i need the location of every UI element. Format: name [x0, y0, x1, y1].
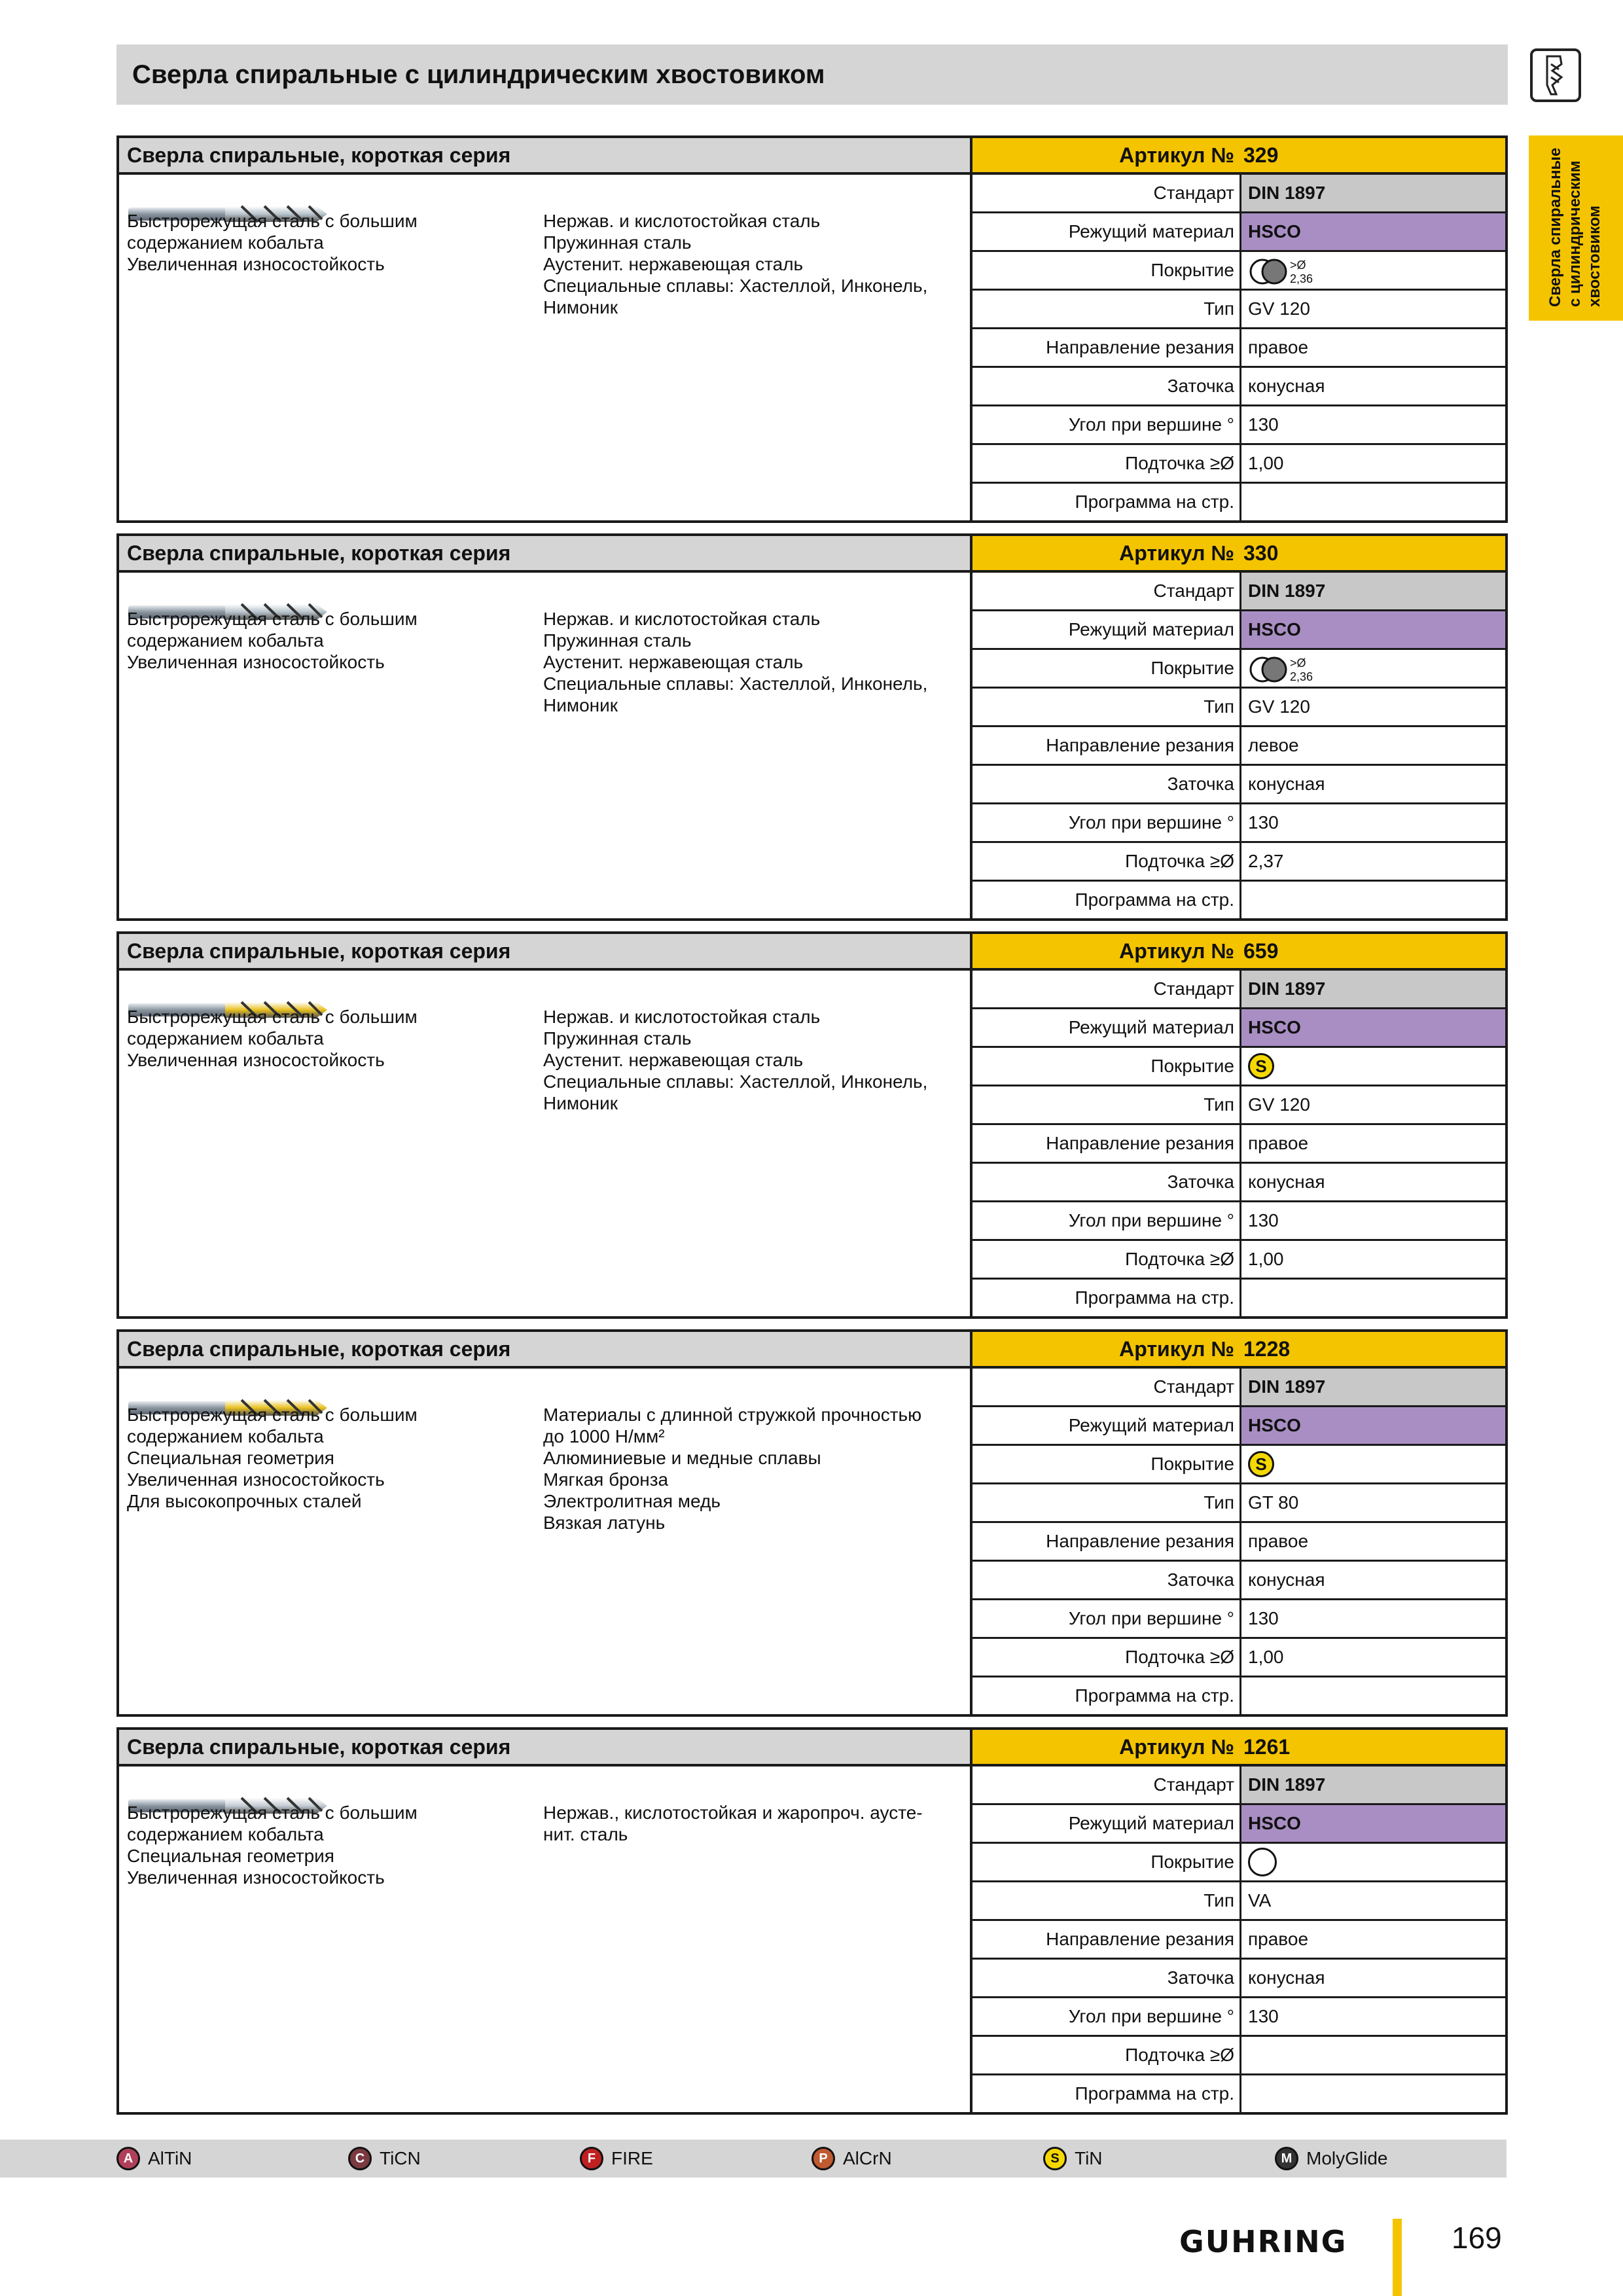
side-tab[interactable] [1529, 135, 1623, 321]
spec-value: правое [1248, 1531, 1309, 1551]
spec-value: HSCO [1248, 1017, 1301, 1037]
spec-value: DIN 1897 [1248, 581, 1326, 601]
spec-table [972, 175, 1505, 522]
spec-label: Тип [1204, 298, 1234, 319]
spec-row [972, 650, 1505, 689]
spec-value-cell [1241, 804, 1505, 841]
spec-label: Направление резания [1046, 1531, 1234, 1551]
spec-label: Стандарт [1153, 1774, 1234, 1795]
spec-table [972, 1767, 1505, 2114]
spec-value-cell [1241, 2037, 1505, 2073]
spec-value-cell [1241, 1882, 1505, 1919]
spec-value: HSCO [1248, 1415, 1301, 1435]
series-header [119, 1730, 970, 1767]
spec-row [972, 1280, 1505, 1318]
spec-row [972, 971, 1505, 1009]
spec-row [972, 1844, 1505, 1882]
spec-row [972, 1164, 1505, 1202]
article-header [972, 536, 1505, 573]
spec-table [972, 573, 1505, 920]
spec-row [972, 1767, 1505, 1805]
coating-ticn-icon: C [348, 2147, 372, 2170]
spec-value: DIN 1897 [1248, 978, 1326, 999]
spec-label: Стандарт [1153, 1376, 1234, 1397]
spec-row [972, 1882, 1505, 1921]
spec-value-cell [1241, 213, 1505, 250]
spec-label: Заточка [1167, 774, 1234, 794]
spec-label: Программа на стр. [1075, 492, 1234, 512]
spec-value-cell [1241, 1202, 1505, 1239]
spec-label: Угол при вершине ° [1068, 812, 1234, 833]
legend-label: TiN [1075, 2148, 1103, 2168]
spec-row [972, 1998, 1505, 2037]
spec-value: HSCO [1248, 619, 1301, 639]
spec-value: DIN 1897 [1248, 183, 1326, 203]
spec-value-cell [1241, 1921, 1505, 1958]
spec-value: 1,00 [1248, 453, 1284, 473]
legend-label: AlCrN [843, 2148, 892, 2168]
article-header [972, 138, 1505, 175]
spec-label: Режущий материал [1068, 1415, 1234, 1435]
materials-text: Нержав. и кислотостойкая сталь Пружинная сталь Аустенит. нержавеющая сталь Специальные сплавы: Хастеллой, Инконель, Нимоник [543, 1007, 928, 1113]
spec-label: Заточка [1167, 1172, 1234, 1192]
spec-row [972, 1960, 1505, 1998]
spec-value-cell [1241, 1960, 1505, 1996]
tin-coating-icon: S [1248, 1053, 1274, 1079]
spec-label: Стандарт [1153, 581, 1234, 601]
product-block [116, 1727, 1508, 2115]
spec-label: Режущий материал [1068, 1813, 1234, 1833]
spec-row [972, 2075, 1505, 2114]
spec-row [972, 1562, 1505, 1600]
spec-value: GV 120 [1248, 696, 1310, 717]
product-block [116, 1329, 1508, 1717]
spec-row [972, 1241, 1505, 1280]
features-text: Быстрорежущая сталь с большим содержанием кобальта Увеличенная износостойкость [127, 211, 418, 274]
spec-label: Программа на стр. [1075, 1685, 1234, 1706]
legend-label: FIRE [611, 2148, 653, 2168]
spec-value-cell [1241, 445, 1505, 482]
coating-fire-icon: F [580, 2147, 603, 2170]
spec-value-cell [1241, 573, 1505, 609]
legend-label: TiCN [380, 2148, 421, 2168]
article-label: Артикул № [1119, 541, 1234, 565]
spec-label: Направление резания [1046, 1929, 1234, 1949]
spec-value: 2,37 [1248, 851, 1284, 871]
spec-row [972, 611, 1505, 650]
coating-note-top: >Ø [1290, 656, 1306, 670]
spec-row [972, 291, 1505, 329]
spec-value-cell [1241, 1446, 1505, 1482]
spec-value-cell [1241, 611, 1505, 648]
materials-text: Материалы с длинной стружкой прочностью до 1000 Н/мм² Алюминиевые и медные сплавы Мягкая бронза Электролитная медь Вязкая латунь [543, 1405, 922, 1533]
coating-legend [0, 2140, 1507, 2178]
spec-label: Тип [1204, 1492, 1234, 1513]
spec-label: Подточка ≥Ø [1125, 2045, 1234, 2065]
series-title: Сверла спиральные, короткая серия [127, 1735, 511, 1759]
brand-divider [1393, 2219, 1402, 2296]
spec-value-cell [1241, 1523, 1505, 1560]
spec-label: Заточка [1167, 1570, 1234, 1590]
side-tab-label [1546, 143, 1605, 307]
brand-logo: GUHRING [1179, 2224, 1347, 2259]
spec-label: Программа на стр. [1075, 1287, 1234, 1308]
spec-label: Покрытие [1150, 658, 1234, 678]
spec-value-cell [1241, 1677, 1505, 1714]
spec-value: DIN 1897 [1248, 1774, 1326, 1795]
spec-row [972, 1523, 1505, 1562]
spec-table [972, 971, 1505, 1318]
spec-value-cell [1241, 1407, 1505, 1444]
spec-value: 1,00 [1248, 1647, 1284, 1667]
spec-row [972, 689, 1505, 727]
spec-value-cell [1241, 650, 1505, 687]
spec-value-cell [1241, 689, 1505, 725]
spec-row [972, 1639, 1505, 1677]
spec-value: HSCO [1248, 1813, 1301, 1833]
spec-value-cell [1241, 406, 1505, 443]
spec-label: Подточка ≥Ø [1125, 851, 1234, 871]
spec-row [972, 843, 1505, 882]
coating-note-bottom: 2,36 [1290, 670, 1313, 683]
series-title: Сверла спиральные, короткая серия [127, 1337, 511, 1361]
product-block [116, 931, 1508, 1319]
spec-value-cell [1241, 2075, 1505, 2112]
materials-text: Нержав., кислотостойкая и жаропроч. аусте- нит. сталь [543, 1803, 923, 1844]
spec-row [972, 484, 1505, 522]
spec-value-cell [1241, 1280, 1505, 1316]
article-header [972, 1730, 1505, 1767]
article-number[interactable]: 1261 [1243, 1735, 1291, 1759]
spec-label: Подточка ≥Ø [1125, 453, 1234, 473]
spec-value: VA [1248, 1890, 1272, 1910]
spec-label: Режущий материал [1068, 221, 1234, 242]
spec-row [972, 1921, 1505, 1960]
spec-value-cell [1241, 1600, 1505, 1637]
spec-value-cell [1241, 1998, 1505, 2035]
spec-value: GT 80 [1248, 1492, 1299, 1513]
product-block [116, 135, 1508, 523]
spec-value: 1,00 [1248, 1249, 1284, 1269]
article-number[interactable]: 330 [1243, 541, 1279, 565]
spec-row [972, 1369, 1505, 1407]
spec-label: Направление резания [1046, 735, 1234, 755]
article-number[interactable]: 329 [1243, 143, 1279, 167]
spec-value-cell [1241, 291, 1505, 327]
spec-label: Заточка [1167, 376, 1234, 396]
spec-value-cell [1241, 766, 1505, 802]
spec-value: 130 [1248, 812, 1279, 833]
page-number: 169 [1452, 2221, 1502, 2255]
spec-label: Стандарт [1153, 978, 1234, 999]
spec-label: Режущий материал [1068, 619, 1234, 639]
spec-value-cell [1241, 882, 1505, 918]
spec-row [972, 1202, 1505, 1241]
spec-value: левое [1248, 735, 1299, 755]
spec-row [972, 252, 1505, 291]
spec-row [972, 1677, 1505, 1716]
spec-label: Покрытие [1150, 260, 1234, 280]
spec-value: GV 120 [1248, 1094, 1310, 1115]
spec-value-cell [1241, 1562, 1505, 1598]
spec-label: Угол при вершине ° [1068, 2006, 1234, 2026]
coating-note-top: >Ø [1290, 258, 1306, 272]
spec-value-cell [1241, 1086, 1505, 1123]
spec-label: Программа на стр. [1075, 2083, 1234, 2104]
series-header [119, 934, 970, 971]
spec-label: Тип [1204, 696, 1234, 717]
spec-value: GV 120 [1248, 298, 1310, 319]
spec-value: 130 [1248, 414, 1279, 435]
spec-value: 130 [1248, 1608, 1279, 1628]
article-number[interactable]: 659 [1243, 939, 1279, 963]
materials-text: Нержав. и кислотостойкая сталь Пружинная сталь Аустенит. нержавеющая сталь Специальные сплавы: Хастеллой, Инконель, Нимоник [543, 211, 928, 317]
page-header [116, 45, 1508, 105]
product-block [116, 533, 1508, 921]
article-number[interactable]: 1228 [1243, 1337, 1291, 1361]
spec-value-cell [1241, 843, 1505, 880]
spec-value: конусная [1248, 1570, 1325, 1590]
spec-value-cell [1241, 368, 1505, 404]
series-title: Сверла спиральные, короткая серия [127, 541, 511, 565]
spec-value-cell [1241, 971, 1505, 1007]
spec-value-cell [1241, 1844, 1505, 1880]
spec-table [972, 1369, 1505, 1716]
article-label: Артикул № [1119, 143, 1234, 167]
spec-label: Тип [1204, 1094, 1234, 1115]
spec-value-cell [1241, 1805, 1505, 1842]
spec-row [972, 2037, 1505, 2075]
coating-altin-icon: A [116, 2147, 140, 2170]
series-header [119, 536, 970, 573]
article-label: Артикул № [1119, 1337, 1234, 1361]
series-title: Сверла спиральные, короткая серия [127, 143, 511, 167]
no-coating-icon [1248, 1848, 1277, 1876]
spec-value-cell [1241, 484, 1505, 520]
spec-label: Угол при вершине ° [1068, 414, 1234, 435]
spec-value-cell [1241, 175, 1505, 211]
spec-label: Тип [1204, 1890, 1234, 1910]
spec-label: Заточка [1167, 1967, 1234, 1988]
spec-label: Подточка ≥Ø [1125, 1647, 1234, 1667]
spec-label: Направление резания [1046, 1133, 1234, 1153]
spec-value: конусная [1248, 1172, 1325, 1192]
spec-row [972, 1086, 1505, 1125]
spec-value-cell [1241, 329, 1505, 366]
spec-value: DIN 1897 [1248, 1376, 1326, 1397]
features-text: Быстрорежущая сталь с большим содержанием кобальта Специальная геометрия Увеличенная износостойкость Для высокопрочных сталей [127, 1405, 418, 1511]
spec-row [972, 1484, 1505, 1523]
spec-value: 130 [1248, 2006, 1279, 2026]
spec-value: правое [1248, 1929, 1309, 1949]
spec-row [972, 175, 1505, 213]
features-text: Быстрорежущая сталь с большим содержанием кобальта Специальная геометрия Увеличенная износостойкость [127, 1803, 418, 1888]
spec-row [972, 445, 1505, 484]
spec-value-cell [1241, 727, 1505, 764]
spec-label: Покрытие [1150, 1852, 1234, 1872]
page-title: Сверла спиральные с цилиндрическим хвостовиком [132, 60, 825, 89]
spec-row [972, 1805, 1505, 1844]
legend-label: MolyGlide [1306, 2148, 1388, 2168]
spec-label: Подточка ≥Ø [1125, 1249, 1234, 1269]
coating-alcrn-icon: P [812, 2147, 835, 2170]
spec-label: Стандарт [1153, 183, 1234, 203]
spec-value-cell [1241, 1164, 1505, 1200]
article-header [972, 934, 1505, 971]
spec-value: 130 [1248, 1210, 1279, 1230]
series-header [119, 1332, 970, 1369]
spec-row [972, 882, 1505, 920]
coating-multi-circle-icon [1248, 653, 1320, 686]
article-label: Артикул № [1119, 939, 1234, 963]
spec-value: правое [1248, 337, 1309, 357]
spec-value: конусная [1248, 376, 1325, 396]
materials-text: Нержав. и кислотостойкая сталь Пружинная сталь Аустенит. нержавеющая сталь Специальные сплавы: Хастеллой, Инконель, Нимоник [543, 609, 928, 715]
coating-tin-icon: S [1043, 2147, 1067, 2170]
spec-row [972, 1407, 1505, 1446]
spec-value: конусная [1248, 1967, 1325, 1988]
side-tab-line-1: Сверла спиральные [1546, 147, 1564, 307]
legend-label: AlTiN [148, 2148, 192, 2168]
spec-label: Угол при вершине ° [1068, 1608, 1234, 1628]
side-tab-line-2: с цилиндрическим [1566, 160, 1584, 307]
spec-value: HSCO [1248, 221, 1301, 242]
spec-row [972, 329, 1505, 368]
spec-label: Угол при вершине ° [1068, 1210, 1234, 1230]
series-header [119, 138, 970, 175]
features-text: Быстрорежущая сталь с большим содержанием кобальта Увеличенная износостойкость [127, 1007, 418, 1070]
spec-label: Направление резания [1046, 337, 1234, 357]
article-label: Артикул № [1119, 1735, 1234, 1759]
spec-value-cell [1241, 1484, 1505, 1521]
spec-row [972, 804, 1505, 843]
coating-molyglide-icon: M [1275, 2147, 1298, 2170]
spec-value: конусная [1248, 774, 1325, 794]
spec-value-cell [1241, 1009, 1505, 1046]
spec-value-cell [1241, 1125, 1505, 1162]
spec-value-cell [1241, 1767, 1505, 1803]
tin-coating-icon: S [1248, 1451, 1274, 1477]
spec-row [972, 1600, 1505, 1639]
spec-label: Покрытие [1150, 1454, 1234, 1474]
spec-row [972, 213, 1505, 252]
series-title: Сверла спиральные, короткая серия [127, 939, 511, 963]
spec-row [972, 573, 1505, 611]
coating-note-bottom: 2,36 [1290, 272, 1313, 285]
spec-row [972, 727, 1505, 766]
side-tab-line-3: хвостовиком [1586, 206, 1603, 307]
drill-logo-icon [1530, 48, 1581, 102]
spec-row [972, 406, 1505, 445]
spec-label: Покрытие [1150, 1056, 1234, 1076]
spec-value-cell [1241, 1369, 1505, 1405]
spec-row [972, 1048, 1505, 1086]
spec-value: правое [1248, 1133, 1309, 1153]
spec-value-cell [1241, 1048, 1505, 1085]
spec-row [972, 1009, 1505, 1048]
features-text: Быстрорежущая сталь с большим содержанием кобальта Увеличенная износостойкость [127, 609, 418, 672]
spec-row [972, 766, 1505, 804]
spec-value-cell [1241, 1639, 1505, 1676]
coating-multi-circle-icon [1248, 255, 1320, 288]
spec-label: Программа на стр. [1075, 889, 1234, 910]
spec-value-cell [1241, 252, 1505, 289]
spec-label: Режущий материал [1068, 1017, 1234, 1037]
spec-value-cell [1241, 1241, 1505, 1278]
article-header [972, 1332, 1505, 1369]
spec-row [972, 1446, 1505, 1484]
spec-row [972, 368, 1505, 406]
spec-row [972, 1125, 1505, 1164]
